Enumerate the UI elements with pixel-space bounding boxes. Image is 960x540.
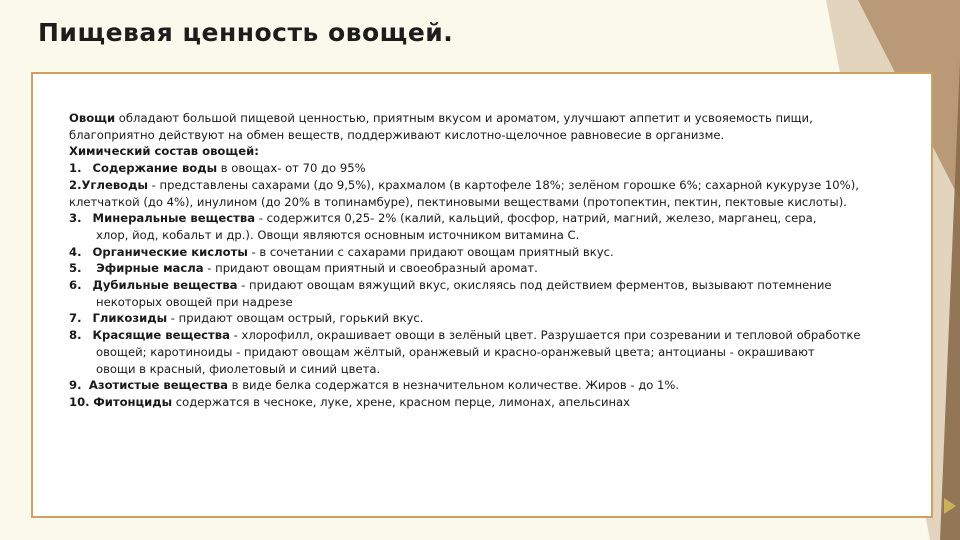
list-item-2-continuation: клетчаткой (до 4%), инулином (до 20% в топинамбуре), пектиновыми веществами (протопектин, пектин, пектовые кислоты). xyxy=(69,194,847,209)
list-item-8-continuation-2: овощи в красный, фиолетовый и синий цвета. xyxy=(96,361,381,376)
item-term: Дубильные вещества xyxy=(92,278,238,293)
intro-line-1 xyxy=(69,110,909,127)
intro-text: обладают большой пищевой ценностью, приятным вкусом и ароматом, улучшают аппетит и усвояемость пищи, xyxy=(115,111,813,125)
item-term: Азотистые вещества xyxy=(88,378,228,393)
item-term: Эфирные масла xyxy=(96,261,204,276)
intro-line-2: благоприятно действуют на обмен веществ, поддерживают кислотно-щелочное равновесие в организме. xyxy=(69,127,725,142)
list-item-6 xyxy=(69,277,909,294)
item-number: 8. xyxy=(69,328,82,343)
content-box xyxy=(31,72,933,518)
item-text: - содержится 0,25- 2% (калий, кальций, фосфор, натрий, магний, железо, марганец, сера, xyxy=(255,211,817,226)
item-text: - придают овощам приятный и своеобразный аромат. xyxy=(203,261,538,276)
item-number: 7. xyxy=(69,311,82,326)
item-text: - представлены сахарами (до 9,5%), крахмалом (в картофеле 18%; зелёном горошке 6%; сахарной кукурузе 10%), xyxy=(147,177,859,192)
item-number: 9. xyxy=(69,378,82,393)
list-item-2 xyxy=(69,177,909,194)
item-number: 4. xyxy=(69,244,82,259)
item-number: 10. xyxy=(69,394,90,409)
item-text: - хлорофилл, окрашивает овощи в зелёный цвет. Разрушается при созревании и тепловой обработке xyxy=(229,328,861,343)
list-item-10 xyxy=(69,394,909,411)
item-term: Красящие вещества xyxy=(92,328,230,343)
list-item-8-continuation-1: овощей; каротиноиды - придают овощам жёлтый, оранжевый и красно-оранжевый цвета; антоцианы - окрашивают xyxy=(96,344,815,359)
list-item-6-continuation: некоторых овощей при надрезе xyxy=(96,294,293,309)
item-text: - в сочетании с сахарами придают овощам приятный вкус. xyxy=(247,244,614,259)
item-text: в виде белка содержатся в незначительном количестве. Жиров - до 1%. xyxy=(227,378,680,393)
list-item-3-continuation: хлор, йод, кобальт и др.). Овощи являются основным источником витамина С. xyxy=(96,227,580,242)
item-term: Органические кислоты xyxy=(92,244,248,259)
list-item-1 xyxy=(69,160,909,177)
intro-bold: Овощи xyxy=(69,111,116,125)
item-text: - придают овощам острый, горький вкус. xyxy=(167,311,424,326)
item-term: 2.Углеводы xyxy=(69,177,148,192)
item-term: Фитонциды xyxy=(93,394,173,409)
slide-title: Пищевая ценность овощей. xyxy=(38,18,454,47)
item-number: 6. xyxy=(69,278,82,293)
item-text: в овощах- от 70 до 95% xyxy=(217,161,366,176)
item-text: - придают овощам вяжущий вкус, окисляясь под действием ферментов, вызывают потемнение xyxy=(237,278,832,293)
item-term: Минеральные вещества xyxy=(92,211,256,226)
list-item-7 xyxy=(69,310,909,327)
item-text: содержатся в чесноке, луке, хрене, красном перце, лимонах, апельсинах xyxy=(172,394,631,409)
list-item-9 xyxy=(69,377,909,394)
item-term: Гликозиды xyxy=(92,311,168,326)
list-item-3 xyxy=(69,210,909,227)
content-text xyxy=(69,110,909,411)
item-number: 1. xyxy=(69,161,82,176)
item-number: 3. xyxy=(69,211,82,226)
item-term: Содержание воды xyxy=(92,161,218,176)
list-item-8 xyxy=(69,327,909,344)
item-number: 5. xyxy=(69,261,82,276)
composition-heading xyxy=(69,143,909,160)
heading-text: Химический состав овощей: xyxy=(69,144,259,159)
list-item-4 xyxy=(69,244,909,261)
list-item-5 xyxy=(69,260,909,277)
